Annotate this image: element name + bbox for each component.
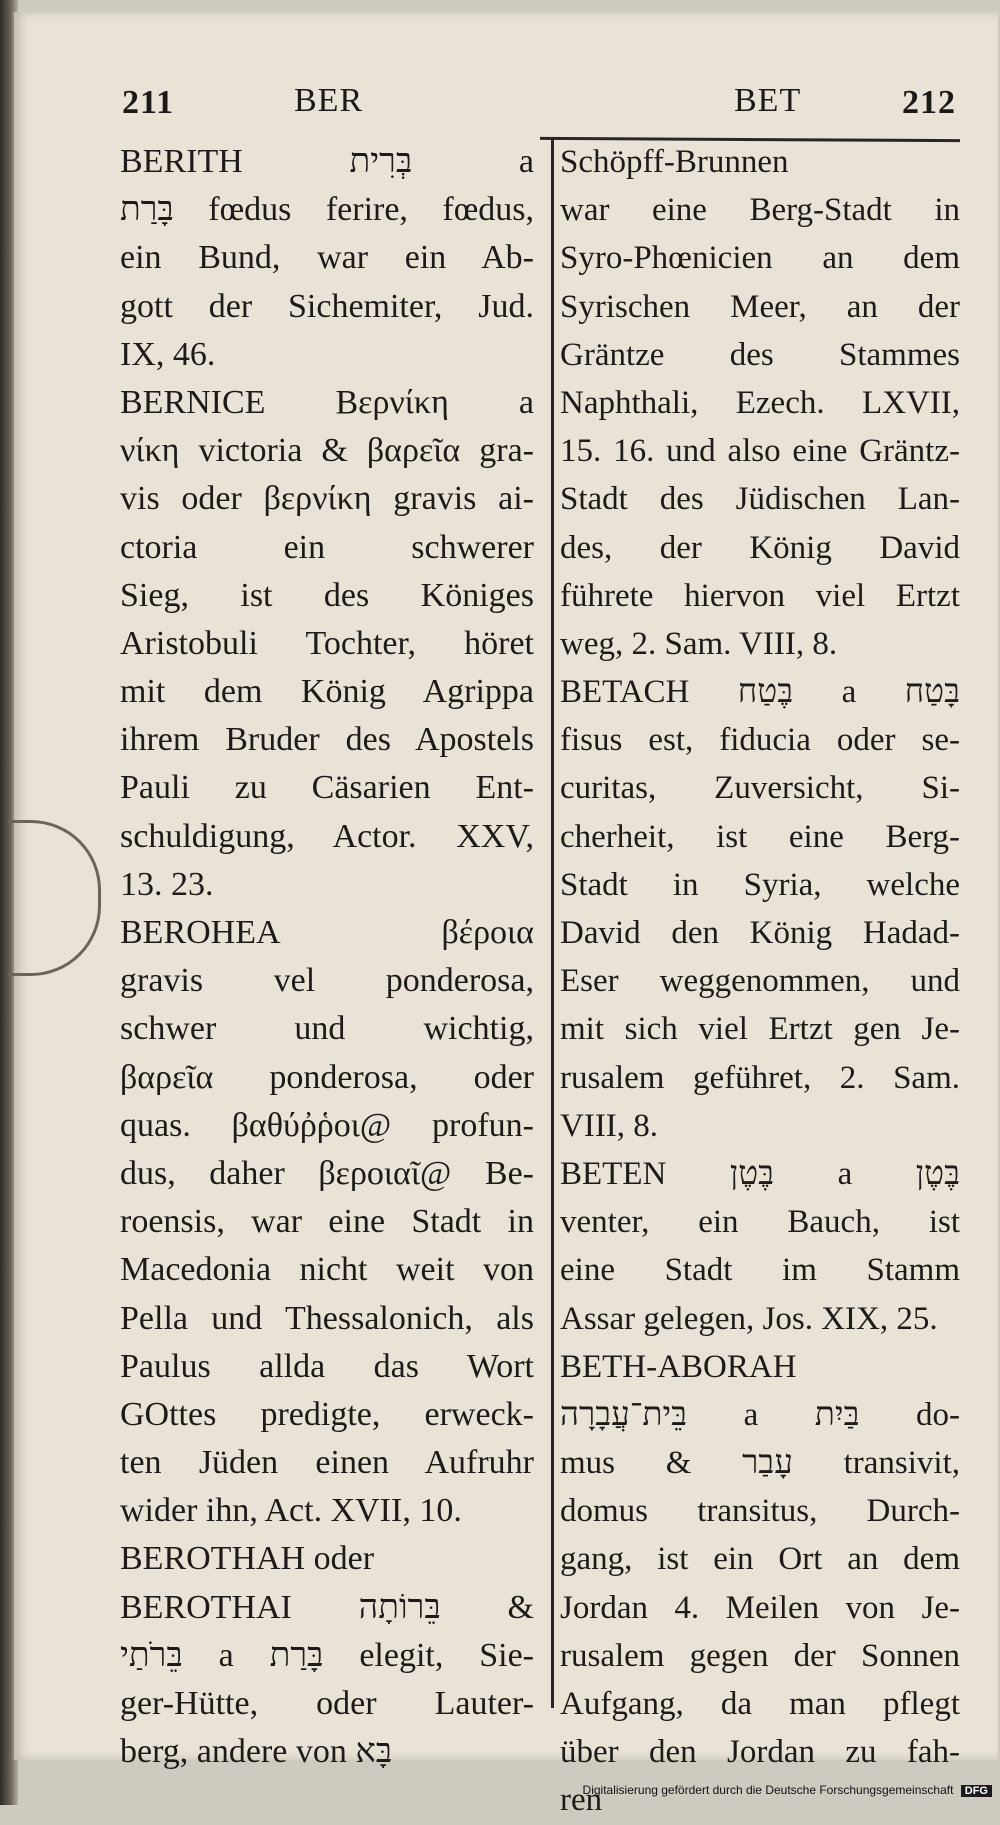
text-line: Assar gelegen, Jos. XIX, 25. bbox=[560, 1300, 938, 1337]
text-line: domus transitus, Durch- bbox=[560, 1493, 960, 1530]
text-line: BEROHEA βέροια bbox=[120, 914, 534, 951]
left-catchword: BER bbox=[294, 82, 364, 119]
text-line: 13. 23. bbox=[120, 865, 214, 903]
text-line: gott der Sichemiter, Jud. bbox=[120, 287, 534, 325]
text-line: Stadt in Syria, welche bbox=[560, 866, 960, 903]
text-line: David den König Hadad- bbox=[560, 915, 960, 951]
column-divider bbox=[551, 138, 554, 1708]
text-line: Eser weggenommen, und bbox=[560, 963, 960, 1000]
running-header bbox=[118, 78, 958, 128]
text-line: weg, 2. Sam. VIII, 8. bbox=[560, 625, 838, 662]
text-line: BERITH בְּרִית a bbox=[120, 143, 534, 180]
text-line: über den Jordan zu fah- bbox=[560, 1734, 960, 1771]
text-line: בֵּרֹתַי a בָּרַת elegit, Sie- bbox=[120, 1636, 534, 1674]
text-line: Pauli zu Cäsarien Ent- bbox=[120, 769, 534, 807]
text-line: quas. βαθύῤῥοι@ profun- bbox=[120, 1106, 534, 1144]
text-line: 15. 16. und also eine Gräntz- bbox=[560, 433, 960, 470]
text-line: Aristobuli Tochter, höret bbox=[120, 624, 534, 662]
text-line: ihrem Bruder des Apostels bbox=[120, 721, 534, 759]
text-line: curitas, Zuversicht, Si- bbox=[560, 770, 960, 807]
text-line: fisus est, fiducia oder se- bbox=[560, 722, 960, 759]
footer-text: Digitalisierung gefördert durch die Deutsche Forschungsgemeinschaft bbox=[582, 1783, 954, 1797]
text-line: BETEN בֶּטֶן a בֶּטֶן bbox=[560, 1155, 960, 1192]
text-line: cherheit, ist eine Berg- bbox=[560, 818, 960, 855]
digitization-footer bbox=[583, 1783, 992, 1797]
text-line: gravis vel ponderosa, bbox=[120, 962, 534, 1000]
text-line: gang, ist ein Ort an dem bbox=[560, 1541, 960, 1578]
left-page-number: 211 bbox=[122, 84, 175, 121]
text-line: βαρεῖα ponderosa, oder bbox=[120, 1058, 534, 1096]
text-line: Naphthali, Ezech. LXVII, bbox=[560, 384, 960, 421]
text-line: eine Stadt im Stamm bbox=[560, 1252, 960, 1289]
right-page-number: 212 bbox=[902, 84, 956, 121]
text-line: Syrischen Meer, an der bbox=[560, 288, 960, 325]
text-line: GOttes predigte, erweck- bbox=[120, 1395, 534, 1433]
text-line: Paulus allda das Wort bbox=[120, 1347, 534, 1385]
text-line: Pella und Thessalonich, als bbox=[120, 1299, 534, 1337]
text-line: ein Bund, war ein Ab- bbox=[120, 239, 534, 277]
text-line: vis oder βερνίκη gravis ai- bbox=[120, 480, 534, 518]
text-line: BETH-ABORAH bbox=[560, 1348, 797, 1385]
text-line: führete hiervon viel Ertzt bbox=[560, 577, 960, 614]
text-line: Syro-Phœnicien an dem bbox=[560, 240, 960, 277]
text-line: ctoria ein schwerer bbox=[120, 528, 534, 566]
text-line: Aufgang, da man pflegt bbox=[560, 1686, 960, 1722]
text-line: des, der König David bbox=[560, 529, 960, 566]
text-line: wider ihn, Act. XVII, 10. bbox=[120, 1492, 462, 1530]
text-line: mit dem König Agrippa bbox=[120, 673, 534, 711]
text-line: rusalem gegen der Sonnen bbox=[560, 1637, 960, 1674]
text-line: Stadt des Jüdischen Lan- bbox=[560, 481, 960, 518]
text-line: νίκη victoria & βαρεῖα gra- bbox=[120, 432, 534, 470]
text-line: בָּרַת fœdus ferire, fœdus, bbox=[120, 191, 534, 229]
text-line: Gräntze des Stammes bbox=[560, 336, 960, 373]
text-line: mus & עָבַר transivit, bbox=[560, 1445, 960, 1482]
page-clip bbox=[8, 820, 101, 976]
text-line: VIII, 8. bbox=[560, 1107, 659, 1144]
text-line: schwer und wichtig, bbox=[120, 1010, 534, 1048]
dfg-logo: DFG bbox=[961, 1785, 992, 1797]
text-line: Macedonia nicht weit von bbox=[120, 1251, 534, 1289]
text-line: BEROTHAH oder bbox=[120, 1540, 375, 1578]
text-line: venter, ein Bauch, ist bbox=[560, 1204, 960, 1241]
text-line: BETACH בֶּטַח a בָּטַח bbox=[560, 674, 960, 711]
text-line: בֵּית־עֲבָרָה a בַּיִת do- bbox=[560, 1396, 960, 1433]
text-line: ger-Hütte, oder Lauter- bbox=[120, 1685, 534, 1722]
text-line: roensis, war eine Stadt in bbox=[120, 1203, 534, 1241]
text-line: berg, andere von בָּא bbox=[120, 1733, 393, 1771]
text-line: Sieg, ist des Königes bbox=[120, 576, 534, 614]
text-line: IX, 46. bbox=[120, 335, 216, 373]
left-column bbox=[120, 138, 534, 1776]
text-line: BEROTHAI בֵּרוֹתָה & bbox=[120, 1588, 534, 1626]
text-line: war eine Berg-Stadt in bbox=[560, 192, 960, 229]
text-line: ren bbox=[560, 1782, 603, 1819]
right-column bbox=[560, 138, 960, 1825]
text-line: rusalem geführet, 2. Sam. bbox=[560, 1059, 960, 1096]
text-line: Jordan 4. Meilen von Je- bbox=[560, 1589, 960, 1626]
text-line: schuldigung, Actor. XXV, bbox=[120, 817, 534, 855]
text-line: ten Jüden einen Aufruhr bbox=[120, 1444, 534, 1482]
text-line: dus, daher βεροιαῖ@ Be- bbox=[120, 1154, 534, 1192]
text-line: Schöpff-Brunnen bbox=[560, 144, 789, 180]
right-catchword: BET bbox=[734, 82, 802, 119]
text-line: mit sich viel Ertzt gen Je- bbox=[560, 1011, 960, 1048]
text-line: BERNICE Βερνίκη a bbox=[120, 383, 534, 421]
